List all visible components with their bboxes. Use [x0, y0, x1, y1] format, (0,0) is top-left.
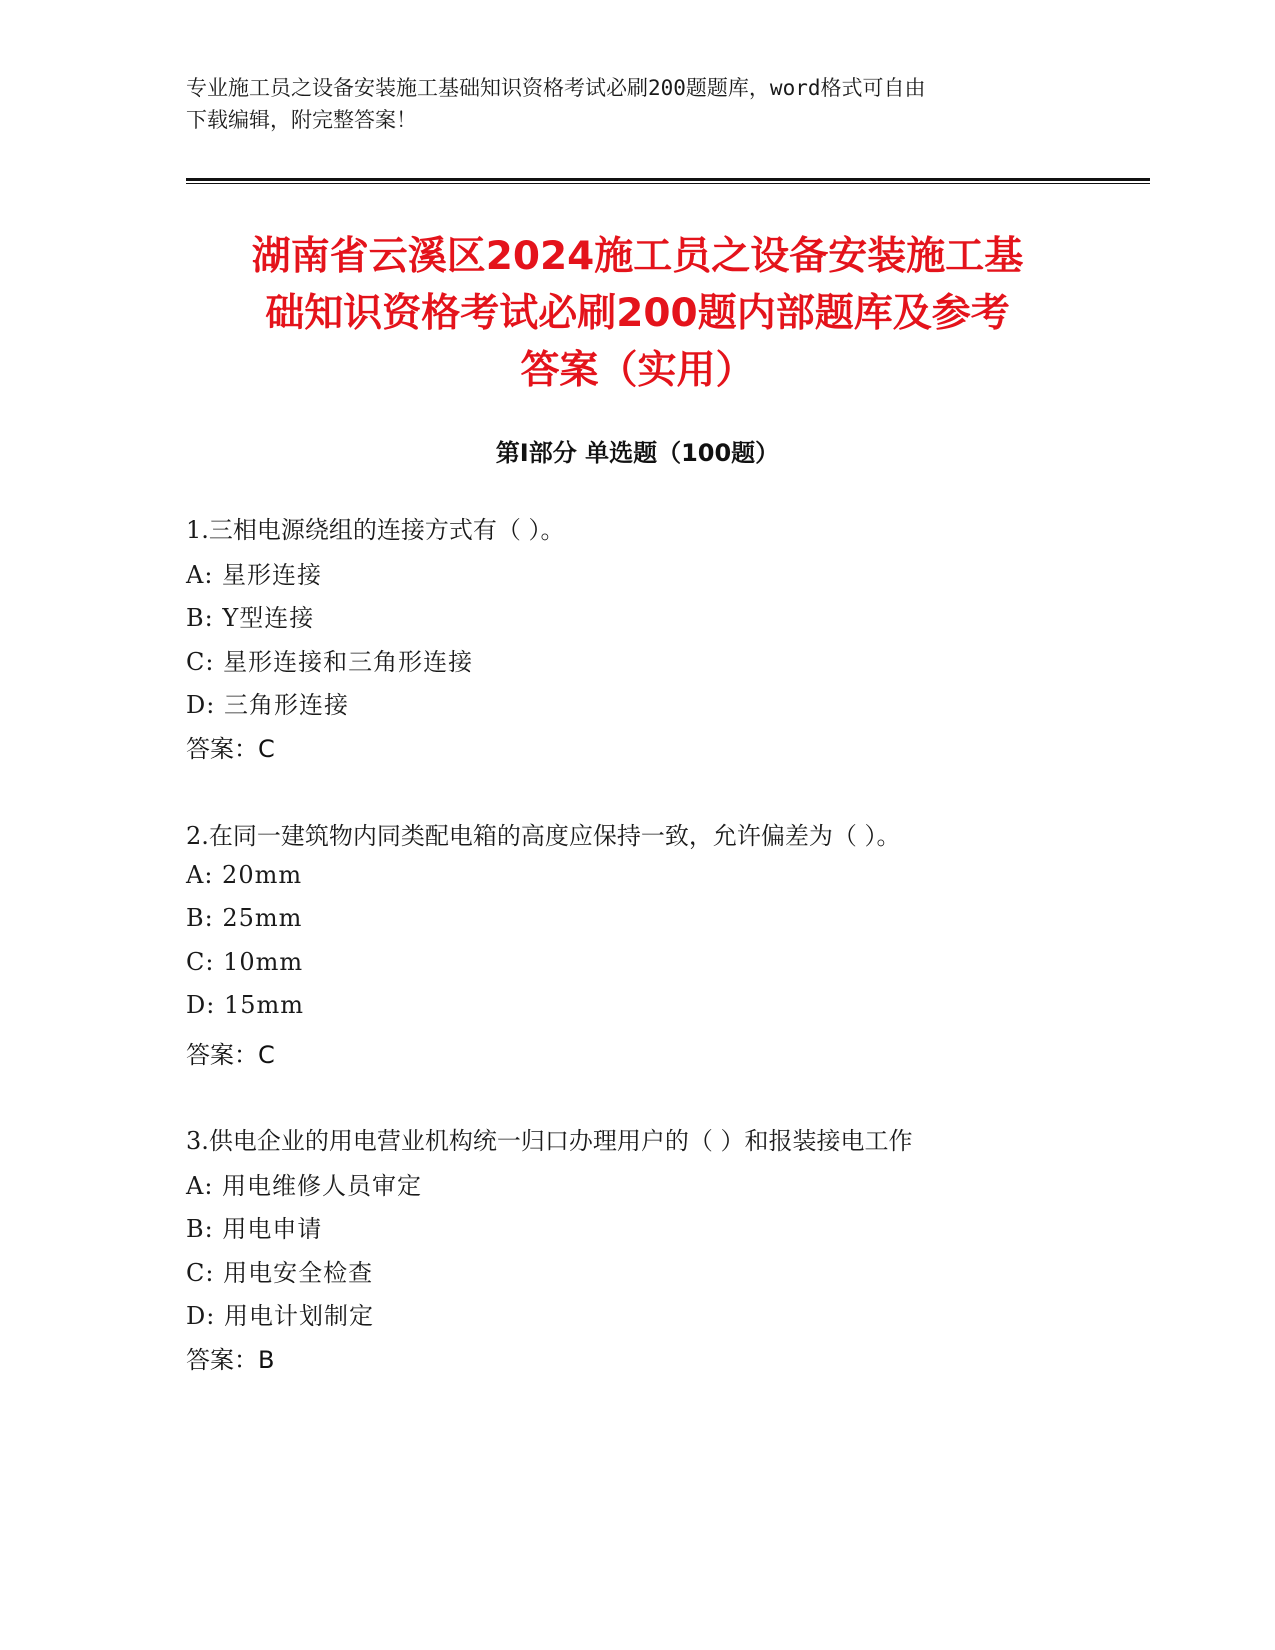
question-stem: 2.在同一建筑物内同类配电箱的高度应保持一致，允许偏差为（ ）。: [186, 822, 901, 850]
option-b: B: 用电申请: [186, 1215, 323, 1243]
header-divider-thick: [186, 178, 1150, 181]
option-a: A: 星形连接: [186, 561, 323, 589]
answer: 答案：C: [186, 735, 275, 763]
option-c: C: 10mm: [186, 948, 304, 976]
header-divider-thin: [186, 183, 1150, 184]
option-c: C: 用电安全检查: [186, 1259, 374, 1287]
option-d: D: 用电计划制定: [186, 1302, 374, 1330]
answer: 答案：B: [186, 1346, 275, 1374]
question-stem: 1.三相电源绕组的连接方式有（ ）。: [186, 516, 565, 544]
intro-line-1: 专业施工员之设备安装施工基础知识资格考试必刷200题题库，word格式可自由: [186, 76, 926, 100]
option-a: A: 20mm: [186, 861, 303, 889]
option-c: C: 星形连接和三角形连接: [186, 648, 474, 676]
question-stem: 3.供电企业的用电营业机构统一归口办理用户的（ ）和报装接电工作: [186, 1127, 913, 1155]
option-a: A: 用电维修人员审定: [186, 1172, 423, 1200]
option-b: B: Y型连接: [186, 604, 315, 632]
section-heading: 第Ⅰ部分 单选题（100题）: [495, 439, 780, 467]
option-d: D: 三角形连接: [186, 691, 349, 719]
document-title: [160, 228, 1115, 399]
intro-note: [186, 72, 1086, 136]
intro-line-2: 下载编辑，附完整答案！: [186, 108, 417, 132]
title-line-1: 湖南省云溪区2024施工员之设备安装施工基: [251, 234, 1024, 279]
option-b: B: 25mm: [186, 904, 303, 932]
title-line-3: 答案（实用）: [520, 348, 755, 393]
option-d: D: 15mm: [186, 991, 305, 1019]
title-line-2: 础知识资格考试必刷200题内部题库及参考: [265, 291, 1010, 336]
answer: 答案：C: [186, 1041, 275, 1069]
